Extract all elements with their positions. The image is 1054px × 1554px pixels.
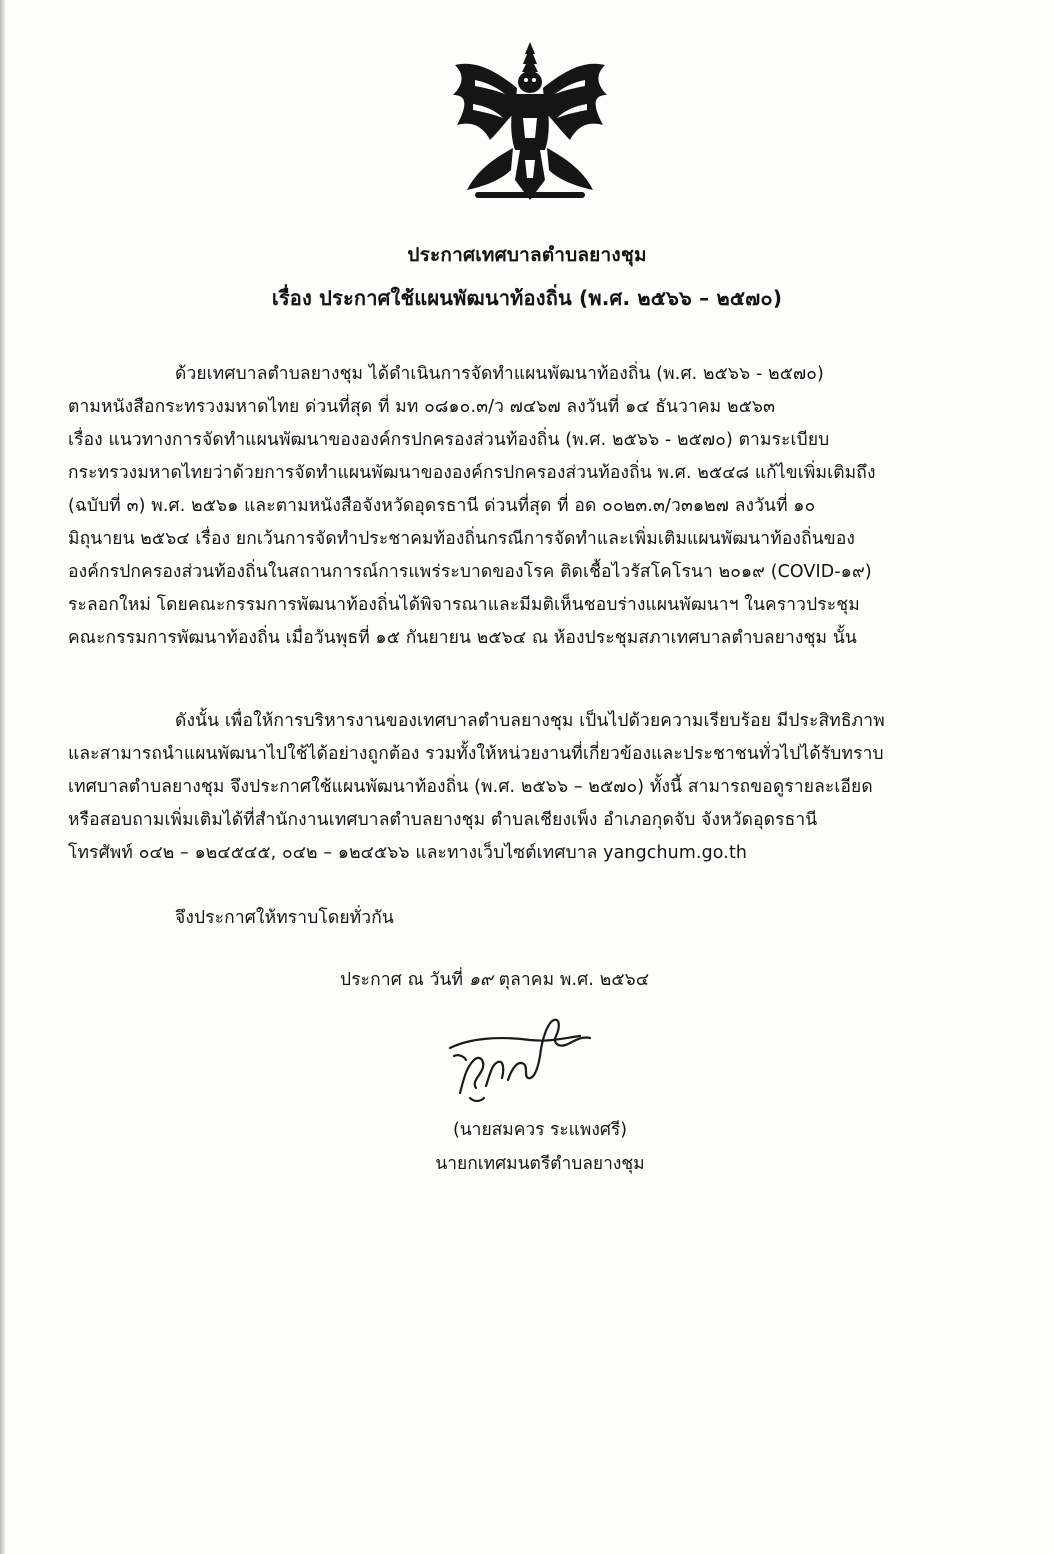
- closing-statement: จึงประกาศให้ทราบโดยทั่วกัน: [175, 908, 394, 928]
- paragraph-line: ดังนั้น เพื่อให้การบริหารงานของเทศบาลตำบลยางชุม เป็นไปด้วยความเรียบร้อย มีประสิทธิภาพ: [175, 711, 885, 731]
- paragraph-line: ตามหนังสือกระทรวงมหาดไทย ด่วนที่สุด ที่ มท ๐๘๑๐.๓/ว ๗๔๖๗ ลงวันที่ ๑๔ ธันวาคม ๒๕๖๓: [68, 397, 776, 417]
- paragraph-line: กระทรวงมหาดไทยว่าด้วยการจัดทำแผนพัฒนาขององค์กรปกครองส่วนท้องถิ่น พ.ศ. ๒๕๔๘ แก้ไขเพิ่มเติมถึง: [68, 463, 876, 483]
- signature-image: [430, 1008, 600, 1108]
- date-prefix: ประกาศ ณ วันที่: [340, 970, 464, 990]
- announcement-subject: เรื่อง ประกาศใช้แผนพัฒนาท้องถิ่น (พ.ศ. ๒๕๖๖ – ๒๕๗๐): [271, 286, 783, 310]
- paragraph-line: ด้วยเทศบาลตำบลยางชุม ได้ดำเนินการจัดทำแผนพัฒนาท้องถิ่น (พ.ศ. ๒๕๖๖ - ๒๕๗๐): [175, 364, 824, 384]
- paragraph-line: เรื่อง แนวทางการจัดทำแผนพัฒนาขององค์กรปกครองส่วนท้องถิ่น (พ.ศ. ๒๕๖๖ - ๒๕๗๐) ตามระเบียบ: [68, 430, 830, 450]
- paragraph-line: องค์กรปกครองส่วนท้องถิ่นในสถานการณ์การแพร่ระบาดของโรค ติดเชื้อไวรัสโคโรนา ๒๐๑๙ (COVID-๑๙): [68, 562, 872, 582]
- handwritten-day: ๑๙: [468, 970, 493, 990]
- signer-position: นายกเทศมนตรีตำบลยางชุม: [435, 1154, 645, 1174]
- signer-name: (นายสมควร ระแพงศรี): [453, 1120, 627, 1140]
- date-suffix: ตุลาคม พ.ศ. ๒๕๖๔: [498, 970, 650, 990]
- paragraph-line: โทรศัพท์ ๐๔๒ – ๑๒๔๕๔๕, ๐๔๒ – ๑๒๔๕๖๖ และทางเว็บไซต์เทศบาล yangchum.go.th: [68, 843, 748, 863]
- announcement-title: ประกาศเทศบาลตำบลยางชุม: [407, 244, 647, 266]
- paragraph-line: ระลอกใหม่ โดยคณะกรรมการพัฒนาท้องถิ่นได้พิจารณาและมีมติเห็นชอบร่างแผนพัฒนาฯ ในคราวประชุม: [68, 595, 860, 615]
- paragraph-line: เทศบาลตำบลยางชุม จึงประกาศใช้แผนพัฒนาท้องถิ่น (พ.ศ. ๒๕๖๖ – ๒๕๗๐) ทั้งนี้ สามารถขอดูรายละเอียด: [68, 777, 873, 797]
- garuda-emblem-icon: [445, 40, 615, 210]
- paragraph-line: มิถุนายน ๒๕๖๔ เรื่อง ยกเว้นการจัดทำประชาคมท้องถิ่นกรณีการจัดทำและเพิ่มเติมแผนพัฒนาท้องถิ่นของ: [68, 529, 856, 549]
- paragraph-line: คณะกรรมการพัฒนาท้องถิ่น เมื่อวันพุธที่ ๑๕ กันยายน ๒๕๖๔ ณ ห้องประชุมสภาเทศบาลตำบลยางชุม นั้น: [68, 628, 857, 648]
- paragraph-line: (ฉบับที่ ๓) พ.ศ. ๒๕๖๑ และตามหนังสือจังหวัดอุดรธานี ด่วนที่สุด ที่ อด ๐๐๒๓.๓/ว๓๑๒๗ ลงวันที่ ๑๐: [68, 496, 816, 516]
- announcement-date: [340, 968, 649, 992]
- paragraph-line: และสามารถนำแผนพัฒนาไปใช้ได้อย่างถูกต้อง รวมทั้งให้หน่วยงานที่เกี่ยวข้องและประชาชนทั่วไปได้รับทราบ: [68, 744, 884, 764]
- paragraph-line: หรือสอบถามเพิ่มเติมได้ที่สำนักงานเทศบาลตำบลยางชุม ตำบลเชียงเพ็ง อำเภอกุดจับ จังหวัดอุดรธานี: [68, 810, 818, 830]
